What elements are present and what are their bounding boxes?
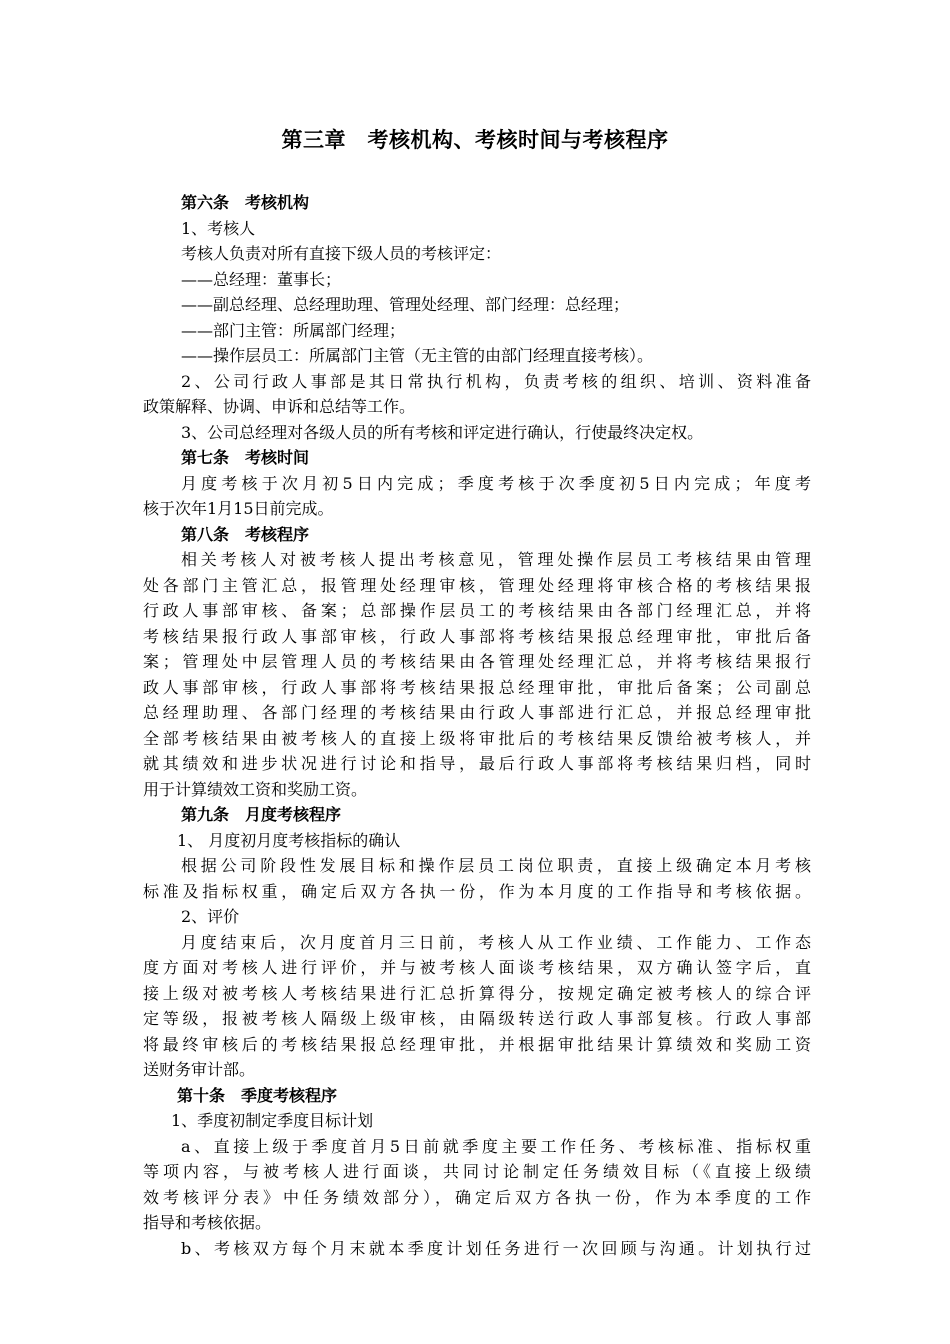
body-line: 2、评价 bbox=[181, 907, 240, 926]
body-line: 全部考核结果由被考核人的直接上级将审批后的考核结果反馈给被考核人，并 bbox=[143, 728, 811, 748]
body-line: 政人事部审核，行政人事部将考核结果报总经理审批，审批后备案；公司副总 bbox=[143, 677, 811, 697]
body-line: ——操作层员工：所属部门主管（无主管的由部门经理直接考核）。 bbox=[181, 346, 654, 365]
body-line: 行政人事部审核、备案；总部操作层员工的考核结果由各部门经理汇总，并将 bbox=[143, 601, 811, 620]
body-line: 核于次年1月15日前完成。 bbox=[143, 499, 334, 518]
body-line: 月度结束后，次月度首月三日前，考核人从工作业绩、工作能力、工作态 bbox=[181, 932, 811, 952]
body-line: 等项内容，与被考核人进行面谈，共同讨论制定任务绩效目标（《直接上级绩 bbox=[143, 1162, 811, 1181]
body-line: 相关考核人对被考核人提出考核意见，管理处操作层员工考核结果由管理 bbox=[181, 550, 811, 569]
body-line: 1、 月度初月度考核指标的确认 bbox=[177, 830, 401, 850]
body-line: 3、公司总经理对各级人员的所有考核和评定进行确认，行使最终决定权。 bbox=[181, 422, 704, 442]
body-line: 标准及指标权重，确定后双方各执一份，作为本月度的工作指导和考核依据。 bbox=[143, 881, 811, 901]
article-heading: 第七条 考核时间 bbox=[181, 448, 310, 467]
chapter-title: 第三章 考核机构、考核时间与考核程序 bbox=[281, 128, 669, 152]
body-line: b、考核双方每个月末就本季度计划任务进行一次回顾与沟通。计划执行过 bbox=[181, 1238, 811, 1258]
body-line: 1、考核人 bbox=[181, 218, 256, 238]
body-line: 就其绩效和进步状况进行讨论和指导，最后行政人事部将考核结果归档，同时 bbox=[143, 754, 811, 773]
body-line: 将最终审核后的考核结果报总经理审批，并根据审批结果计算绩效和奖励工资 bbox=[143, 1034, 811, 1054]
article-heading: 第八条 考核程序 bbox=[181, 524, 310, 544]
body-line: 效考核评分表》中任务绩效部分），确定后双方各执一份，作为本季度的工作 bbox=[143, 1187, 811, 1207]
body-line: 考核人负责对所有直接下级人员的考核评定： bbox=[181, 244, 502, 263]
article-heading: 第六条 考核机构 bbox=[181, 193, 310, 212]
body-line: 送财务审计部。 bbox=[143, 1060, 256, 1079]
body-line: 处各部门主管汇总，报管理处经理审核，管理处经理将审核合格的考核结果报 bbox=[143, 575, 811, 595]
body-line: 用于计算绩效工资和奖励工资。 bbox=[143, 779, 368, 799]
body-line: 指导和考核依据。 bbox=[143, 1213, 272, 1232]
body-line: 政策解释、协调、申诉和总结等工作。 bbox=[143, 397, 416, 416]
document-body bbox=[143, 190, 811, 1261]
body-line: ——总经理：董事长； bbox=[181, 269, 342, 289]
article-heading: 第九条 月度考核程序 bbox=[181, 805, 342, 824]
body-line: 根据公司阶段性发展目标和操作层员工岗位职责，直接上级确定本月考核 bbox=[181, 856, 811, 875]
body-line: ——副总经理、总经理助理、管理处经理、部门经理：总经理； bbox=[181, 295, 630, 314]
body-line: 1、季度初制定季度目标计划 bbox=[171, 1111, 374, 1130]
body-line: 定等级，报被考核人隔级上级审核，由隔级转送行政人事部复核。行政人事部 bbox=[143, 1009, 811, 1028]
body-line: 总经理助理、各部门经理的考核结果由行政人事部进行汇总，并报总经理审批 bbox=[143, 703, 811, 722]
body-line: 2、公司行政人事部是其日常执行机构，负责考核的组织、培训、资料准备 bbox=[181, 371, 811, 391]
article-heading: 第十条 季度考核程序 bbox=[177, 1085, 338, 1105]
body-line: 度方面对考核人进行评价，并与被考核人面谈考核结果，双方确认签字后，直 bbox=[143, 958, 811, 977]
body-line: 接上级对被考核人考核结果进行汇总折算得分，按规定确定被考核人的综合评 bbox=[143, 983, 811, 1003]
body-line: 考核结果报行政人事部审核，行政人事部将考核结果报总经理审批，审批后备 bbox=[143, 626, 811, 646]
body-line: ——部门主管：所属部门经理； bbox=[181, 320, 406, 340]
body-line: 月度考核于次月初5日内完成；季度考核于次季度初5日内完成；年度考 bbox=[181, 473, 811, 493]
body-line: 案；管理处中层管理人员的考核结果由各管理处经理汇总，并将考核结果报行 bbox=[143, 652, 811, 671]
body-line: a、直接上级于季度首月5日前就季度主要工作任务、考核标准、指标权重 bbox=[181, 1136, 811, 1156]
